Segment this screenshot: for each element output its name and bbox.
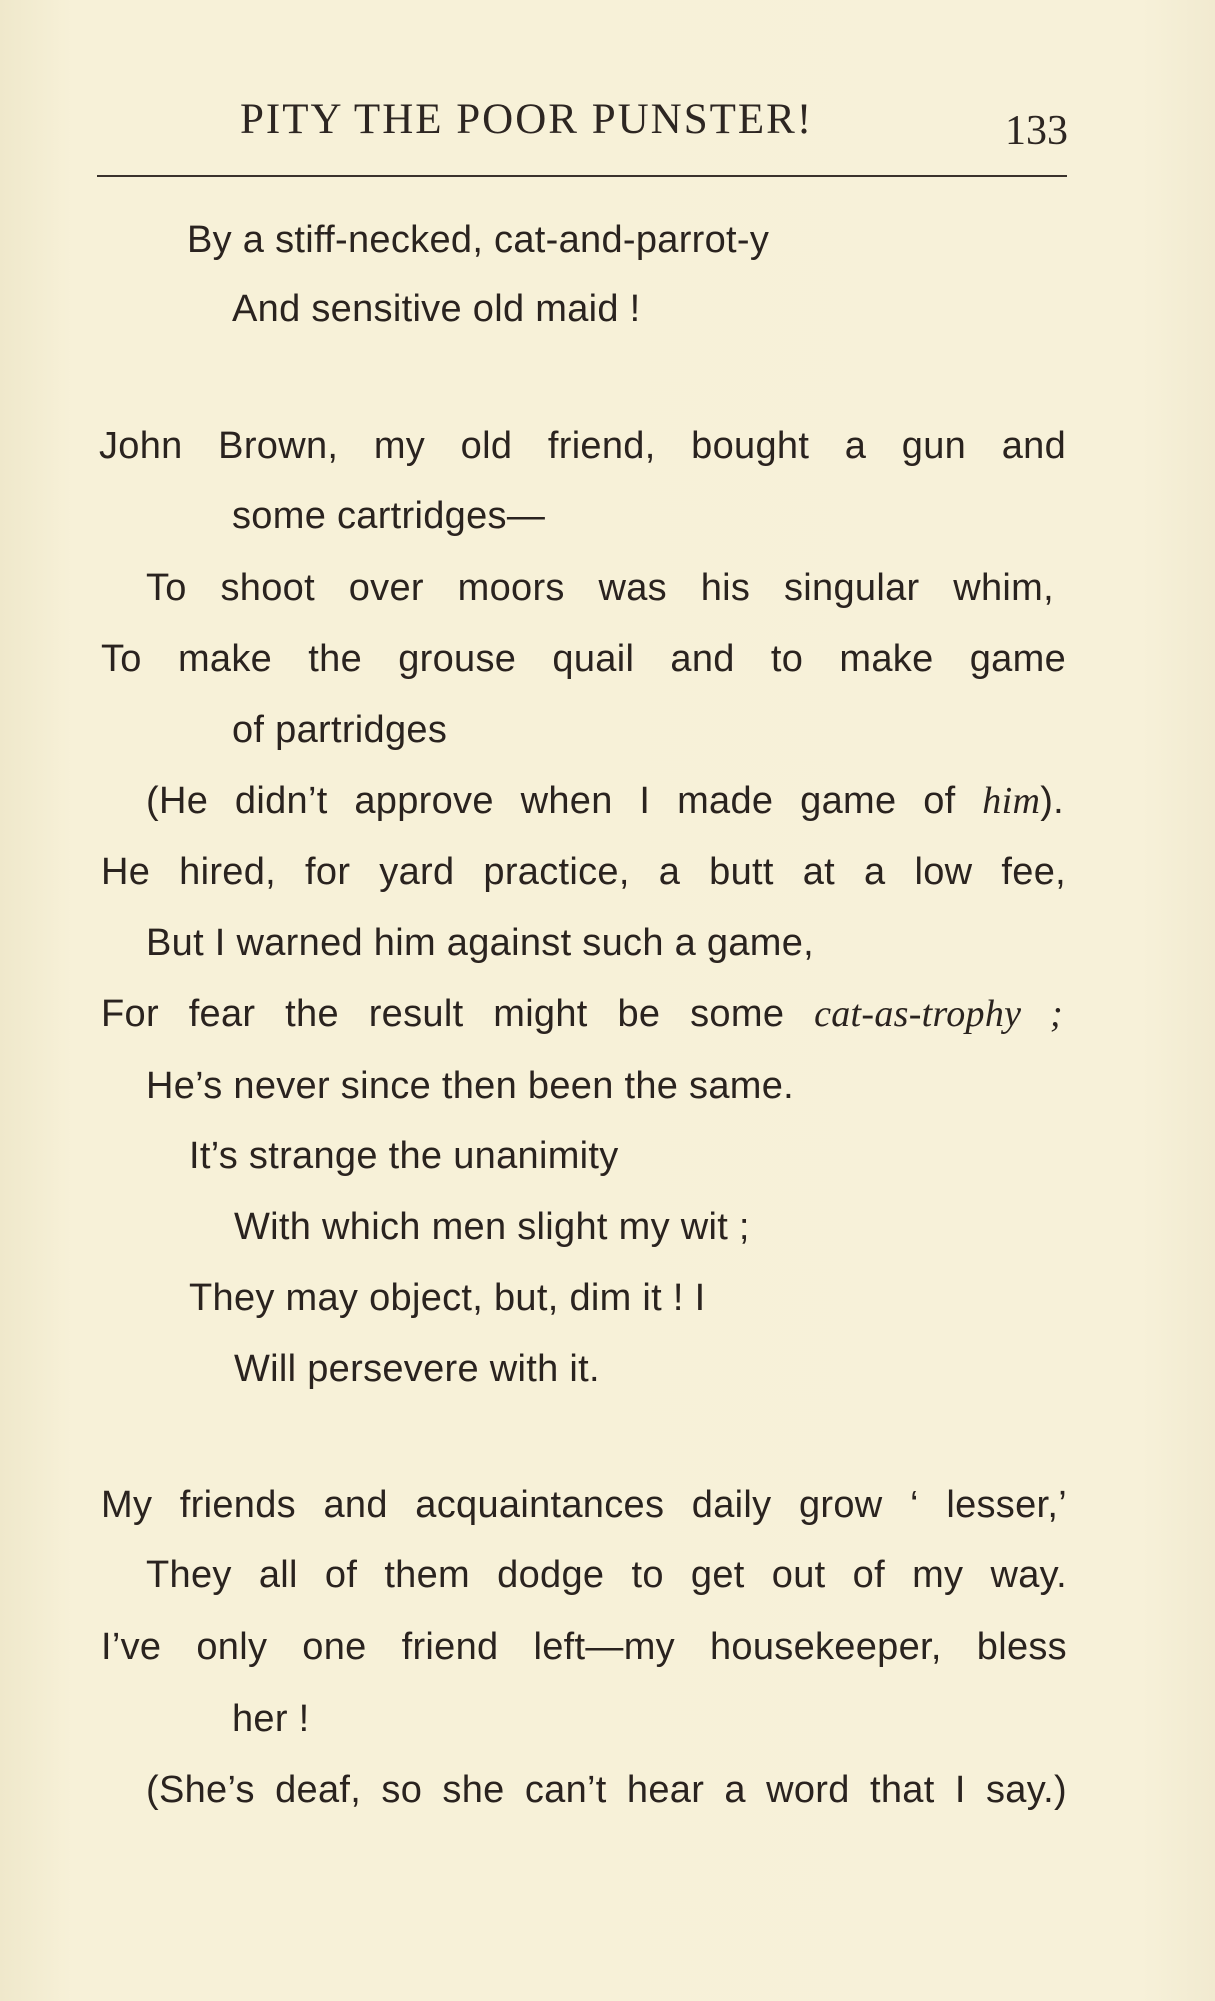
- poem-line: some cartridges—: [232, 495, 546, 537]
- running-title: PITY THE POOR PUNSTER!: [240, 96, 814, 143]
- italic-word: cat-as-trophy ;: [814, 993, 1063, 1035]
- italic-word: him: [982, 780, 1041, 822]
- poem-line: I’ve only one friend left—my housekeeper, bless: [101, 1626, 1067, 1668]
- poem-line: [101, 992, 1063, 1036]
- poem-line: He’s never since then been the same.: [146, 1065, 795, 1107]
- line-text: (He didn’t approve when I made game of: [146, 780, 983, 822]
- poem-line: It’s strange the unanimity: [189, 1135, 619, 1177]
- page-header: [97, 95, 1067, 155]
- poem-line: He hired, for yard practice, a butt at a low fee,: [101, 851, 1066, 893]
- poem-line: her !: [232, 1698, 310, 1740]
- poem-line: With which men slight my wit ;: [234, 1206, 750, 1248]
- poem-line: (She’s deaf, so she can’t hear a word that I say.): [146, 1769, 1067, 1811]
- poem-line: And sensitive old maid !: [232, 288, 641, 330]
- poem-line: of partridges: [232, 709, 448, 751]
- poem-line: They all of them dodge to get out of my way.: [146, 1554, 1067, 1596]
- poem-line: They may object, but, dim it ! I: [189, 1277, 706, 1319]
- line-text: ).: [1040, 780, 1064, 822]
- poem-line: But I warned him against such a game,: [146, 922, 815, 964]
- poem-line: [146, 779, 1064, 823]
- line-text: For fear the result might be some: [101, 993, 815, 1035]
- poem-line: To make the grouse quail and to make game: [101, 638, 1066, 680]
- header-rule: [97, 175, 1067, 177]
- poem-line: Will persevere with it.: [234, 1348, 600, 1390]
- poem-line: To shoot over moors was his singular whim,: [146, 567, 1054, 609]
- page-number: 133: [1005, 108, 1068, 154]
- poem-line: John Brown, my old friend, bought a gun and: [99, 425, 1066, 467]
- poem-line: My friends and acquaintances daily grow ‘ lesser,’: [101, 1484, 1067, 1526]
- poem-line: By a stiff-necked, cat-and-parrot-y: [187, 219, 770, 261]
